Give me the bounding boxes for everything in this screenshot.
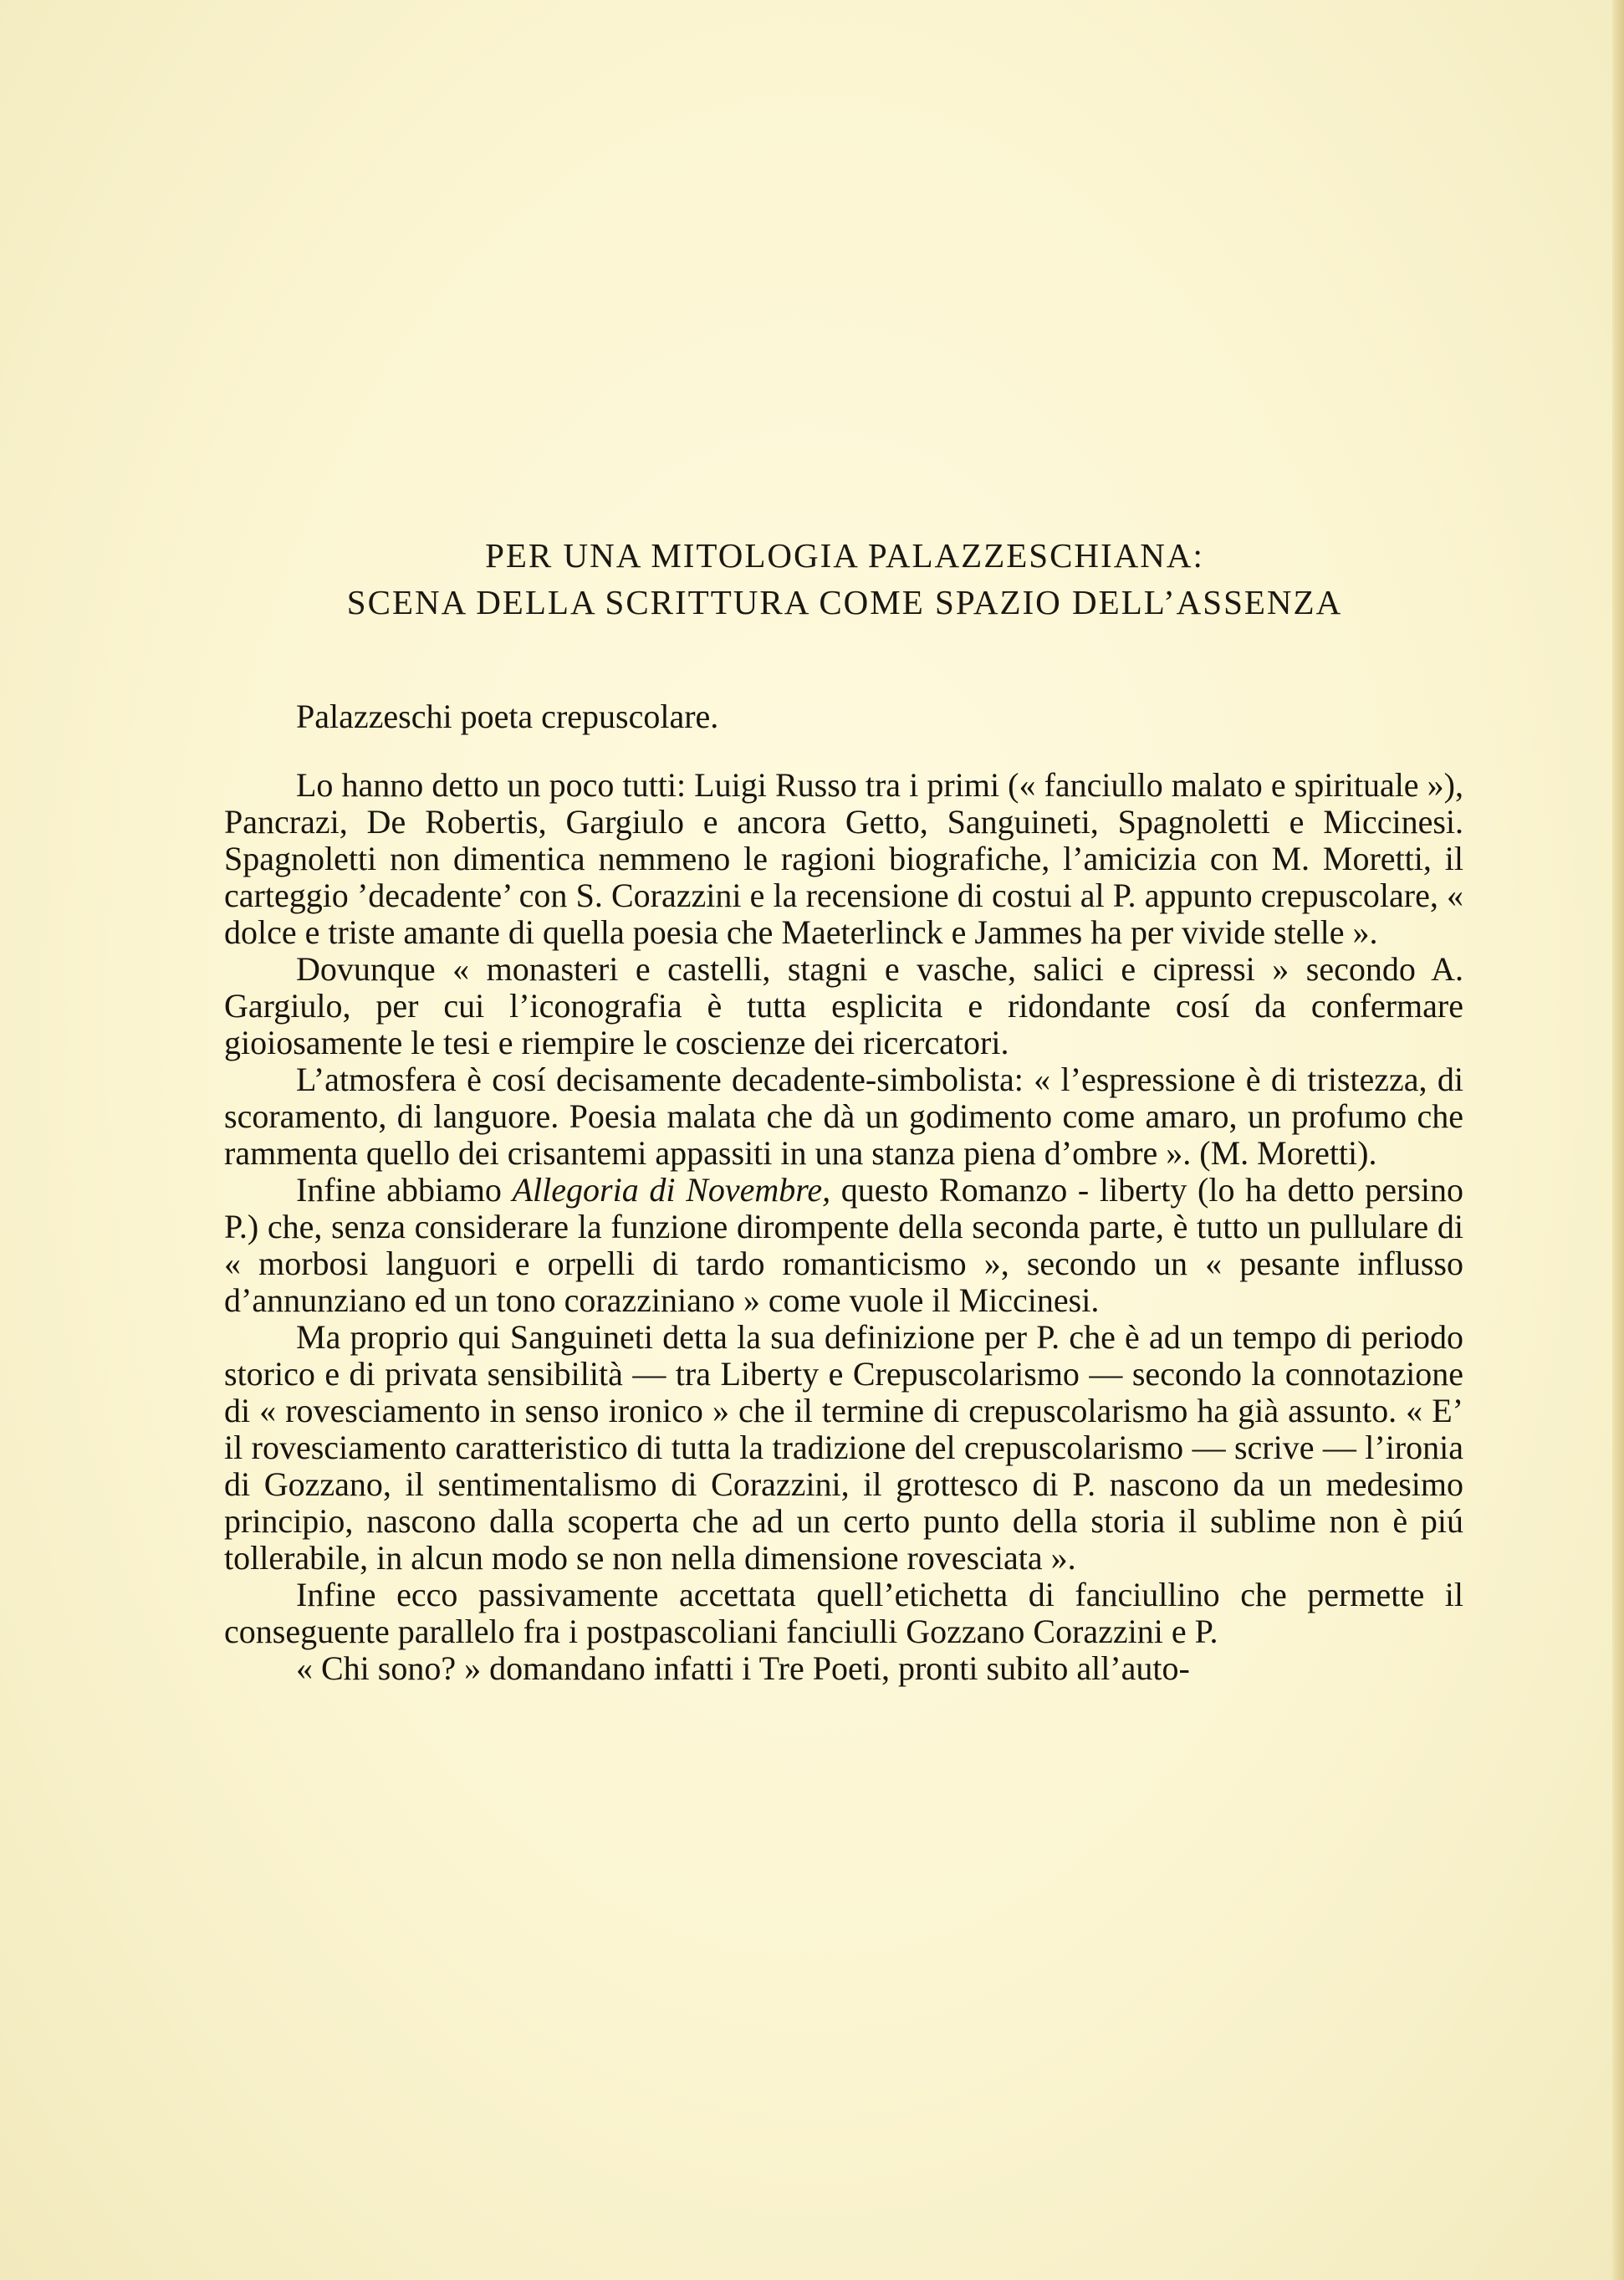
paragraph-5-start: Infine abbiamo — [296, 1171, 513, 1209]
book-title: Allegoria di Novembre, — [512, 1171, 831, 1209]
paragraph-2: Lo hanno detto un poco tutti: Luigi Russo tra i primi (« fanciullo malato e spirituale »), Pancrazi, De Robertis, Gargiulo e ancora Getto, Sanguineti, Spagnoletti e Miccinesi. Spagnoletti non dimentica nemmeno le ragioni biografiche, l’amicizia con M. Moretti, il carteggio ’decadente’ con S. Corazzini e la recensione di costui al P. appunto crepuscolare, « dolce e triste amante di quella poesia che Maeterlinck e Jammes ha per vivide stelle ». — [224, 766, 1463, 951]
paragraph-4: L’atmosfera è cosí decisamente decadente-simbolista: « l’espressione è di tristezza, di scoramento, di languore. Poesia malata che dà un godimento come amaro, un profumo che rammenta quello dei crisantemi appassiti in una stanza piena d’ombre ». (M. Moretti). — [224, 1061, 1463, 1172]
body-text — [224, 698, 1463, 1687]
title-line-2: SCENA DELLA SCRITTURA COME SPAZIO DELL’ASSENZA — [346, 583, 1343, 621]
paragraph-1: Palazzeschi poeta crepuscolare. — [296, 698, 719, 735]
page-edge — [1612, 0, 1624, 2280]
title-line-1: PER UNA MITOLOGIA PALAZZESCHIANA: — [485, 536, 1204, 575]
paragraph-8: « Chi sono? » domandano infatti i Tre Poeti, pronti subito all’auto- — [296, 1649, 1190, 1687]
paragraph-3: Dovunque « monasteri e castelli, stagni e vasche, salici e cipressi » secondo A. Gargiulo, per cui l’iconografia è tutta esplicita e ridondante cosí da confermare gioiosamente le tesi e riempire le coscienze dei ricercatori. — [224, 950, 1463, 1061]
paragraph-7: Infine ecco passivamente accettata quell’etichetta di fanciullino che permette il conseguente parallelo fra i postpascoliani fanciulli Gozzano Corazzini e P. — [224, 1576, 1463, 1650]
paragraph-5 — [224, 1172, 1463, 1319]
paragraph-6: Ma proprio qui Sanguineti detta la sua definizione per P. che è ad un tempo di periodo storico e di privata sensibilità — tra Liberty e Crepuscolarismo — secondo la connotazione di « rovesciamento in senso ironico » che il termine di crepuscolarismo ha già assunto. « E’ il rovesciamento caratteristico di tutta la tradizione del crepuscolarismo — scrive — l’ironia di Gozzano, il sentimentalismo di Corazzini, il grottesco di P. nascono da un medesimo principio, nascono dalla scoperta che ad un certo punto della storia il sublime non è piú tollerabile, in alcun modo se non nella dimensione rovesciata ». — [224, 1318, 1463, 1577]
paragraph-5-end: questo Romanzo - liberty (lo ha detto persino P.) che, senza considerare la funzione dirompente della seconda parte, è tutto un pullulare di « morbosi languori e orpelli di tardo romanticismo », secondo un « pesante influsso d’annunziano ed un tono corazziniano » come vuole il Miccinesi. — [224, 1171, 1464, 1319]
